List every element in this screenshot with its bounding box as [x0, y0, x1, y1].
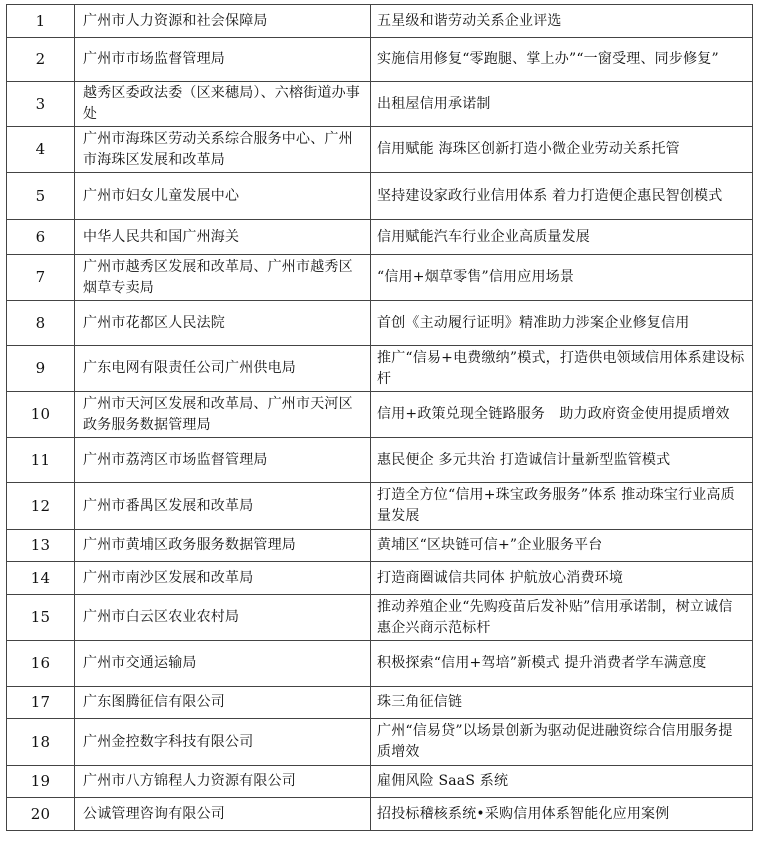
row-number: 3 — [7, 82, 75, 127]
row-number: 6 — [7, 220, 75, 255]
project-cell: 实施信用修复“零跑腿、掌上办”“一窗受理、同步修复” — [371, 38, 753, 82]
organization-cell: 广州市南沙区发展和改革局 — [75, 562, 371, 595]
project-cell: 广州“信易贷”以场景创新为驱动促进融资综合信用服务提质增效 — [371, 719, 753, 766]
row-number: 2 — [7, 38, 75, 82]
table-row — [7, 392, 753, 438]
row-number: 19 — [7, 766, 75, 798]
project-cell: 黄埔区“区块链可信+”企业服务平台 — [371, 530, 753, 562]
row-number: 10 — [7, 392, 75, 438]
project-cell: 信用赋能 海珠区创新打造小微企业劳动关系托管 — [371, 127, 753, 173]
project-cell: 珠三角征信链 — [371, 687, 753, 719]
table-row — [7, 220, 753, 255]
organization-cell: 公诚管理咨询有限公司 — [75, 798, 371, 831]
project-cell: 信用赋能汽车行业企业高质量发展 — [371, 220, 753, 255]
project-cell: 打造商圈诚信共同体 护航放心消费环境 — [371, 562, 753, 595]
table-row — [7, 38, 753, 82]
project-cell: “信用+烟草零售”信用应用场景 — [371, 255, 753, 301]
organization-cell: 广州市交通运输局 — [75, 641, 371, 687]
row-number: 12 — [7, 483, 75, 530]
row-number: 15 — [7, 595, 75, 641]
organization-cell: 广州市白云区农业农村局 — [75, 595, 371, 641]
table-row — [7, 798, 753, 831]
organization-cell: 广州市市场监督管理局 — [75, 38, 371, 82]
project-cell: 打造全方位“信用+珠宝政务服务”体系 推动珠宝行业高质量发展 — [371, 483, 753, 530]
organization-cell: 广州市妇女儿童发展中心 — [75, 173, 371, 220]
table-row — [7, 301, 753, 346]
project-cell: 推广“信易+电费缴纳”模式，打造供电领域信用体系建设标杆 — [371, 346, 753, 392]
organization-cell: 广东电网有限责任公司广州供电局 — [75, 346, 371, 392]
row-number: 5 — [7, 173, 75, 220]
row-number: 18 — [7, 719, 75, 766]
table-row — [7, 595, 753, 641]
table-row — [7, 5, 753, 38]
table-row — [7, 687, 753, 719]
row-number: 16 — [7, 641, 75, 687]
organization-cell: 广州市海珠区劳动关系综合服务中心、广州市海珠区发展和改革局 — [75, 127, 371, 173]
project-cell: 推动养殖企业“先购疫苗后发补贴”信用承诺制，树立诚信惠企兴商示范标杆 — [371, 595, 753, 641]
organization-cell: 广州市八方锦程人力资源有限公司 — [75, 766, 371, 798]
organization-cell: 广州市番禺区发展和改革局 — [75, 483, 371, 530]
organization-cell: 越秀区委政法委（区来穗局）、六榕街道办事处 — [75, 82, 371, 127]
table-row — [7, 483, 753, 530]
row-number: 1 — [7, 5, 75, 38]
project-cell: 惠民便企 多元共治 打造诚信计量新型监管模式 — [371, 438, 753, 483]
row-number: 17 — [7, 687, 75, 719]
table-row — [7, 530, 753, 562]
organization-cell: 广州金控数字科技有限公司 — [75, 719, 371, 766]
row-number: 4 — [7, 127, 75, 173]
table-row — [7, 255, 753, 301]
organization-cell: 广东图腾征信有限公司 — [75, 687, 371, 719]
organization-cell: 广州市人力资源和社会保障局 — [75, 5, 371, 38]
table-row — [7, 766, 753, 798]
project-cell: 首创《主动履行证明》精准助力涉案企业修复信用 — [371, 301, 753, 346]
organization-cell: 广州市黄埔区政务服务数据管理局 — [75, 530, 371, 562]
row-number: 13 — [7, 530, 75, 562]
project-cell: 出租屋信用承诺制 — [371, 82, 753, 127]
organization-cell: 中华人民共和国广州海关 — [75, 220, 371, 255]
row-number: 14 — [7, 562, 75, 595]
project-cell: 积极探索“信用+驾培”新模式 提升消费者学车满意度 — [371, 641, 753, 687]
row-number: 8 — [7, 301, 75, 346]
organization-cell: 广州市荔湾区市场监督管理局 — [75, 438, 371, 483]
case-table-body — [7, 5, 753, 831]
table-row — [7, 127, 753, 173]
table-row — [7, 719, 753, 766]
project-cell: 雇佣风险 SaaS 系统 — [371, 766, 753, 798]
table-row — [7, 82, 753, 127]
organization-cell: 广州市花都区人民法院 — [75, 301, 371, 346]
project-cell: 坚持建设家政行业信用体系 着力打造便企惠民智创模式 — [371, 173, 753, 220]
project-cell: 五星级和谐劳动关系企业评选 — [371, 5, 753, 38]
table-row — [7, 562, 753, 595]
organization-cell: 广州市天河区发展和改革局、广州市天河区政务服务数据管理局 — [75, 392, 371, 438]
table-row — [7, 641, 753, 687]
table-row — [7, 346, 753, 392]
project-cell: 招投标稽核系统•采购信用体系智能化应用案例 — [371, 798, 753, 831]
row-number: 9 — [7, 346, 75, 392]
organization-cell: 广州市越秀区发展和改革局、广州市越秀区烟草专卖局 — [75, 255, 371, 301]
row-number: 20 — [7, 798, 75, 831]
row-number: 7 — [7, 255, 75, 301]
row-number: 11 — [7, 438, 75, 483]
project-cell: 信用+政策兑现全链路服务 助力政府资金使用提质增效 — [371, 392, 753, 438]
case-table — [6, 4, 753, 831]
table-row — [7, 173, 753, 220]
table-row — [7, 438, 753, 483]
